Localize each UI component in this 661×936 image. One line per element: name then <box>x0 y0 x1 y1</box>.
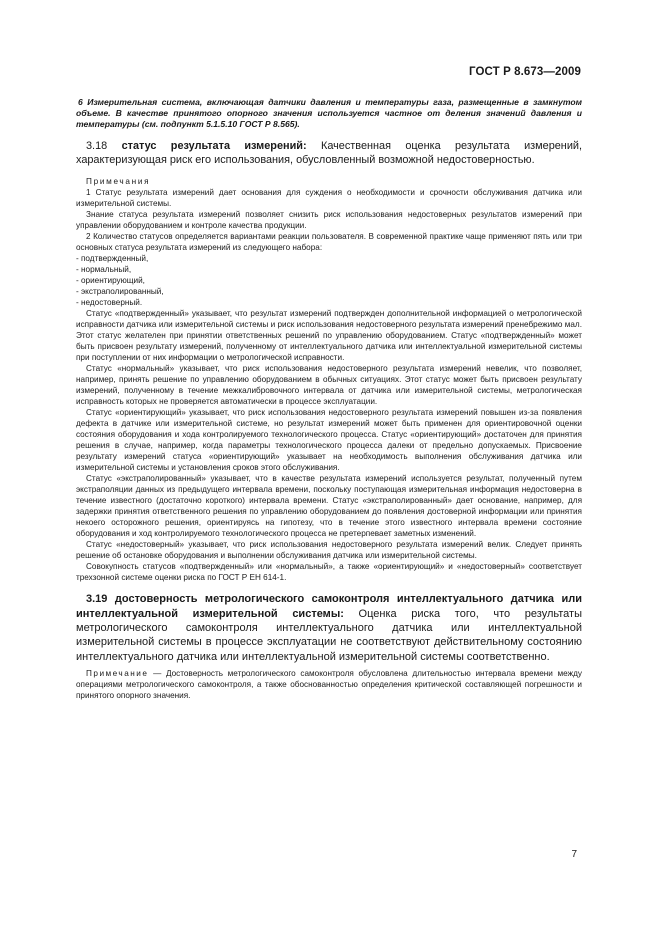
status-unreliable-paragraph: Статус «недостоверный» указывает, что риск использования недостоверного результата измерений велик. Следует принять решение об остановке оборудования и выполнении обслуживания датчика или измерительной системы. <box>76 540 582 561</box>
term-3-18 <box>76 139 582 168</box>
status-confirmed-paragraph: Статус «подтвержденный» указывает, что результат измерений подтвержден дополнительной информацией о метрологической исправности датчика или измерительной системы и риск использования недостоверного результата измерений пренебрежимо мал. Этот статус желателен при принятии ответственных решений по управлению оборудованием. Статус «подтвержденный» может быть присвоен результату измерений, полученному от интеллектуального датчика или интеллектуальной измерительной системы при поступлении от них информации о метрологической исправности. <box>76 309 582 363</box>
term-number: 3.18 <box>86 139 108 152</box>
note-3-19 <box>76 668 582 701</box>
note-1-continued: Знание статуса результата измерений позволяет снизить риск использования недостоверных результатов измерений при управлении оборудованием и контроле качества продукции. <box>76 210 582 231</box>
example-6: 6 Измерительная система, включающая датчики давления и температуры газа, размещенные в замкнутом объеме. В качестве принятого опорного значения используется частное от деления значений давления и температуры (см. подпункт 5.1.5.10 ГОСТ Р 8.565). <box>76 97 582 130</box>
term-title: достоверность метрологического самоконтроля интеллектуального датчика или интеллектуальной измерительной системы: <box>76 593 582 620</box>
status-list-item: - недостоверный. <box>76 298 143 308</box>
status-normal-paragraph: Статус «нормальный» указывает, что риск использования недостоверного результата измерений невелик, что позволяет, например, принять решение по управлению оборудованием в обычных ситуациях. Этот статус может быть присвоен результату измерений, полученному в течение межкалибровочного интервала от датчика или измерительной системы, метрологическая исправность которых не проверяется автоматически в процессе эксплуатации. <box>76 364 582 407</box>
term-3-19 <box>76 592 582 663</box>
document-header: ГОСТ Р 8.673—2009 <box>469 66 581 78</box>
status-list-item: - нормальный, <box>76 265 132 275</box>
term-title: статус результата измерений: <box>121 139 307 152</box>
status-extrapolated-paragraph: Статус «экстраполированный» указывает, что в качестве результата измерений используется результат, полученный путем экстраполяции данных из предыдущего интервала времени, поскольку поступающая измерительная информация недостоверна в течение известного (достаточно короткого) интервала времени. Статус «экстраполированный» дает основание, например, для задержки принятия ответственного решения по управлению оборудованием до появления достоверной информации или принятия некоего осторожного решения, ориентируясь на гипотезу, что в течение этого известного интервала времени состояние оборудования и ход контролируемого технологического процесса не претерпевает заметных изменений. <box>76 474 582 539</box>
note-1: 1 Статус результата измерений дает основания для суждения о необходимости и срочности обслуживания датчика или измерительной системы. <box>76 188 582 209</box>
note-label: Примечание <box>86 668 149 678</box>
term-definition: Качественная оценка результата измерений, характеризующая риск его использования, обусловленный возможной недостоверностью. <box>76 139 583 167</box>
term-definition: Оценка риска того, что результаты метрологического самоконтроля интеллектуального датчика или интеллектуальной измерительной системы в процессе эксплуатации не соответствуют действительному состоянию интеллектуального датчика или интеллектуальной измерительной системы соответственно. <box>76 607 582 663</box>
page-number: 7 <box>571 849 577 860</box>
status-orienting-paragraph: Статус «ориентирующий» указывает, что риск использования недостоверного результата измерений повышен из-за появления дефекта в датчике или измерительной системе, но результат измерений может быть применен для ориентировочной оценки состояния оборудования и хода контролируемого технологического процесса. Статус «ориентирующий» достаточен для принятия решения в случае, например, когда параметры технологического процесса далеки от предельно допускаемых. Присвоение результату измерений статуса «ориентирующий» указывает на необходимость выполнения обслуживания датчика или измерительной системы и установления сроков этого обслуживания. <box>76 408 582 473</box>
status-list-item: - экстраполированный, <box>76 287 164 297</box>
status-list-item: - ориентирующий, <box>76 276 145 286</box>
term-number: 3.19 <box>86 593 108 606</box>
page-content <box>76 97 582 701</box>
notes-title: Примечания <box>86 177 151 187</box>
status-list-item: - подтвержденный, <box>76 254 149 264</box>
status-combination-paragraph: Совокупность статусов «подтвержденный» или «нормальный», а также «ориентирующий» и «недостоверный» соответствует трехзонной системе оценки риска по ГОСТ Р ЕН 614-1. <box>76 562 582 583</box>
note-2: 2 Количество статусов определяется вариантами реакции пользователя. В современной практике чаще применяют пять или три основных статуса результата измерений из следующего набора: <box>76 232 582 253</box>
note-text: — Достоверность метрологического самоконтроля обусловлена длительностью интервала времени между операциями метрологического самоконтроля, а также обоснованностью определения критической составляющей погрешности и принятого опорного значения. <box>76 668 582 700</box>
